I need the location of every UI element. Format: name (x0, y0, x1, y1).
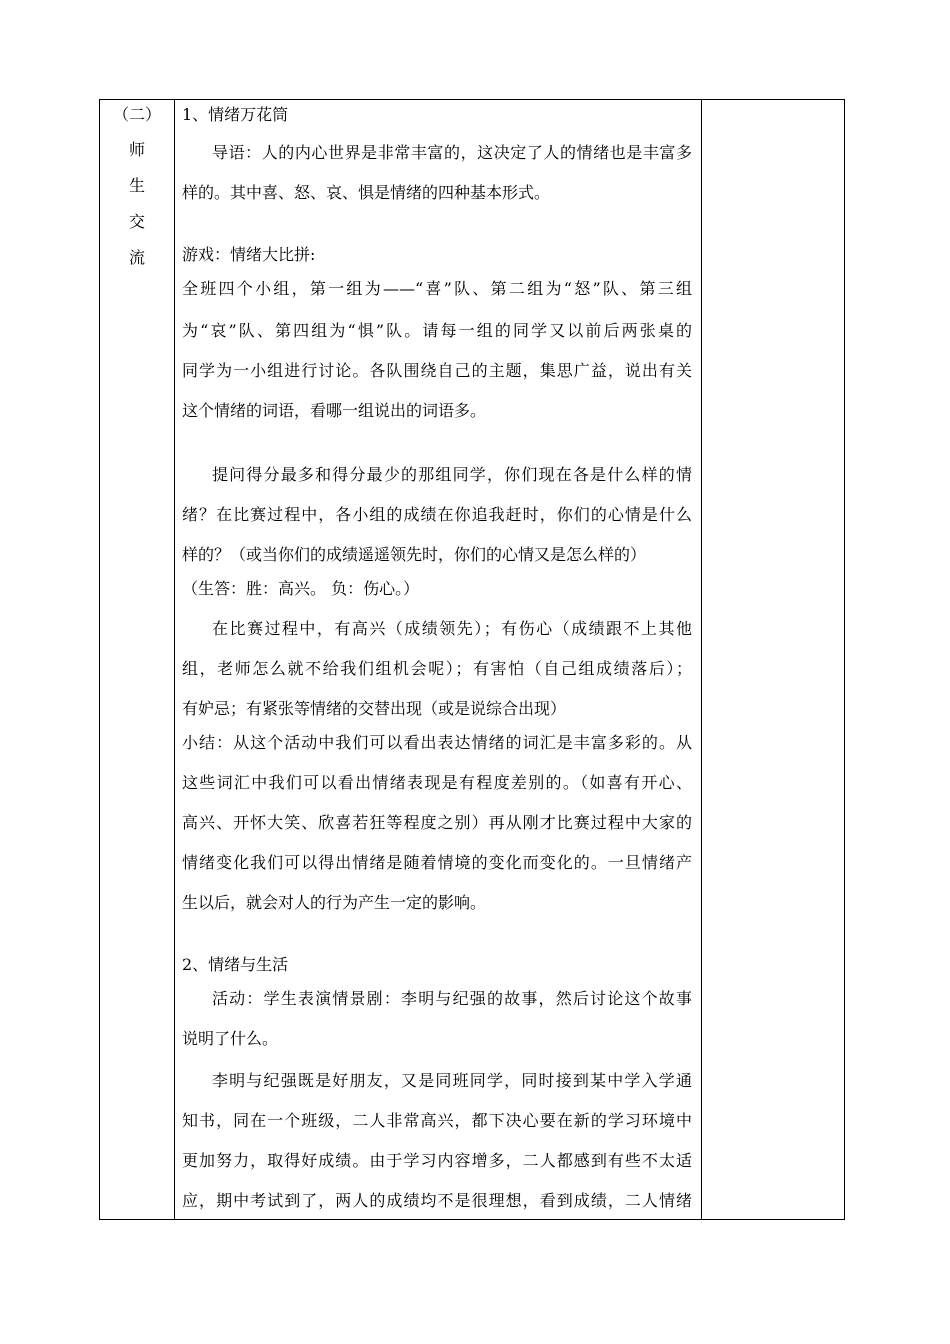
game-title: 游戏：情绪大比拼: (182, 245, 316, 264)
game-description-line: 全班四个小组，第一组为——“喜”队、第二组为“怒”队、第三组 (182, 279, 692, 298)
section-number: （二） (112, 105, 161, 124)
section-title-char: 流 (128, 248, 145, 267)
question-line: 绪？在比赛过程中，各小组的成绩在你追我赶时，你们的心情是什么 (182, 505, 692, 524)
intro-line: 样的。其中喜、怒、哀、惧是情绪的四种基本形式。 (182, 183, 551, 202)
game-description-line: 同学为一小组进行讨论。各队围绕自己的主题，集思广益，说出有关 (182, 361, 692, 380)
analysis-line: 组，老师怎么就不给我们组机会呢）；有害怕（自己组成绩落后）； (182, 659, 692, 678)
section-title-char: 师 (128, 140, 145, 159)
summary-line: 高兴、开怀大笑、欣喜若狂等程度之别）再从刚才比赛过程中大家的 (182, 813, 692, 832)
section-title-char: 交 (128, 212, 145, 231)
game-description-line: 这个情绪的词语，看哪一组说出的词语多。 (182, 401, 487, 420)
story-line: 知书，同在一个班级，二人非常高兴，都下决心要在新的学习环境中 (182, 1111, 692, 1130)
intro-line: 导语：人的内心世界是非常丰富的，这决定了人的情绪也是丰富多 (212, 143, 692, 162)
column-divider (701, 100, 702, 1219)
student-answer: （生答：胜：高兴。 负：伤心。） (182, 579, 420, 598)
game-description-line: 为“哀”队、第四组为“惧”队。请每一组的同学又以前后两张桌的 (182, 321, 692, 340)
question-line: 提问得分最多和得分最少的那组同学，你们现在各是什么样的情 (212, 465, 692, 484)
activity-line: 活动：学生表演情景剧：李明与纪强的故事，然后讨论这个故事 (212, 989, 692, 1008)
heading-emotion-kaleidoscope: 1、情绪万花筒 (182, 105, 289, 124)
story-line: 更加努力，取得好成绩。由于学习内容增多，二人都感到有些不太适 (182, 1151, 692, 1170)
summary-line: 生以后，就会对人的行为产生一定的影响。 (182, 893, 487, 912)
story-line: 应，期中考试到了，两人的成绩均不是很理想，看到成绩，二人情绪 (182, 1191, 692, 1210)
section-title-char: 生 (128, 176, 145, 195)
heading-emotion-and-life: 2、情绪与生活 (182, 955, 289, 974)
analysis-line: 在比赛过程中，有高兴（成绩领先）；有伤心（成绩跟不上其他 (212, 619, 692, 638)
analysis-line: 有妒忌；有紧张等情绪的交替出现（或是说综合出现） (182, 699, 567, 718)
column-divider (174, 100, 175, 1219)
story-line: 李明与纪强既是好朋友，又是同班同学，同时接到某中学入学通 (212, 1071, 692, 1090)
lesson-table (99, 99, 845, 1220)
summary-line: 这些词汇中我们可以看出情绪表现是有程度差别的。（如喜有开心、 (182, 773, 692, 792)
question-line: 样的？（或当你们的成绩遥遥领先时，你们的心情又是怎么样的） (182, 545, 647, 564)
activity-line: 说明了什么。 (182, 1029, 279, 1048)
summary-line: 小结：从这个活动中我们可以看出表达情绪的词汇是丰富多彩的。从 (182, 733, 692, 752)
summary-line: 情绪变化我们可以得出情绪是随着情境的变化而变化的。一旦情绪产 (182, 853, 692, 872)
